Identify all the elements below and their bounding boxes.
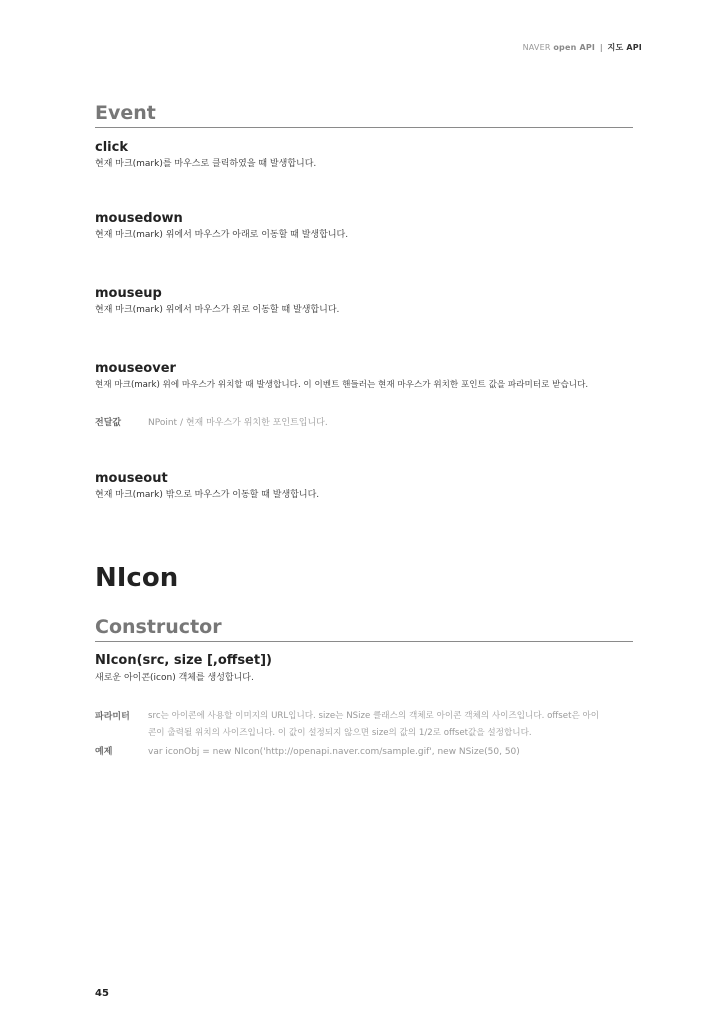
- header-section: 지도 API: [607, 43, 642, 52]
- event-section-title: Event: [95, 102, 633, 128]
- constructor-param: [95, 711, 635, 739]
- constructor-section-title: Constructor: [95, 616, 633, 642]
- param-label: 전달값: [95, 418, 122, 428]
- header-separator: |: [599, 43, 603, 52]
- event-mousedown-desc: 현재 마크(mark) 위에서 마우스가 아래로 이동할 때 발생합니다.: [95, 230, 349, 240]
- event-mouseover-name: mouseover: [95, 361, 176, 376]
- event-mousedown-name: mousedown: [95, 211, 183, 226]
- param-line-1: src는 아이콘에 사용할 이미지의 URL입니다. size는 NSize 클래스의 객체로 아이콘 객체의 사이즈입니다. offset은 아이: [148, 711, 600, 721]
- param-value: [148, 708, 635, 742]
- page-number: 45: [95, 988, 109, 999]
- constructor-desc: 새로운 아이콘(icon) 객체를 생성합니다.: [95, 673, 254, 683]
- header-product: open API: [553, 43, 596, 52]
- event-mouseover-desc: 현재 마크(mark) 위에 마우스가 위치할 때 발생합니다. 이 이벤트 핸들러는 현재 마우스가 위치한 포인트 값을 파라미터로 받습니다.: [95, 380, 589, 390]
- event-click-name: click: [95, 140, 128, 155]
- event-mouseout-desc: 현재 마크(mark) 밖으로 마우스가 이동할 때 발생합니다.: [95, 490, 320, 500]
- event-mouseup-desc: 현재 마크(mark) 위에서 마우스가 위로 이동할 때 발생합니다.: [95, 305, 340, 315]
- param-label: 파라미터: [95, 712, 130, 722]
- class-title: NIcon: [95, 563, 179, 593]
- event-click-desc: 현재 마크(mark)를 마우스로 클릭하였을 때 발생합니다.: [95, 159, 317, 169]
- param-line-2: 콘이 출력될 위치의 사이즈입니다. 이 값이 설정되지 않으면 size의 값의 1/2로 offset값을 설정합니다.: [148, 728, 532, 738]
- constructor-signature: NIcon(src, size [,offset]): [95, 653, 272, 668]
- example-label: 예제: [95, 747, 113, 757]
- param-value: NPoint / 현재 마우스가 위치한 포인트입니다.: [148, 418, 328, 428]
- event-mouseout-name: mouseout: [95, 471, 168, 486]
- header-brand: NAVER: [522, 43, 551, 52]
- running-header: [523, 42, 642, 53]
- event-mouseup-name: mouseup: [95, 286, 162, 301]
- example-value: var iconObj = new NIcon('http://openapi.naver.com/sample.gif', new NSize(50, 50): [148, 747, 520, 757]
